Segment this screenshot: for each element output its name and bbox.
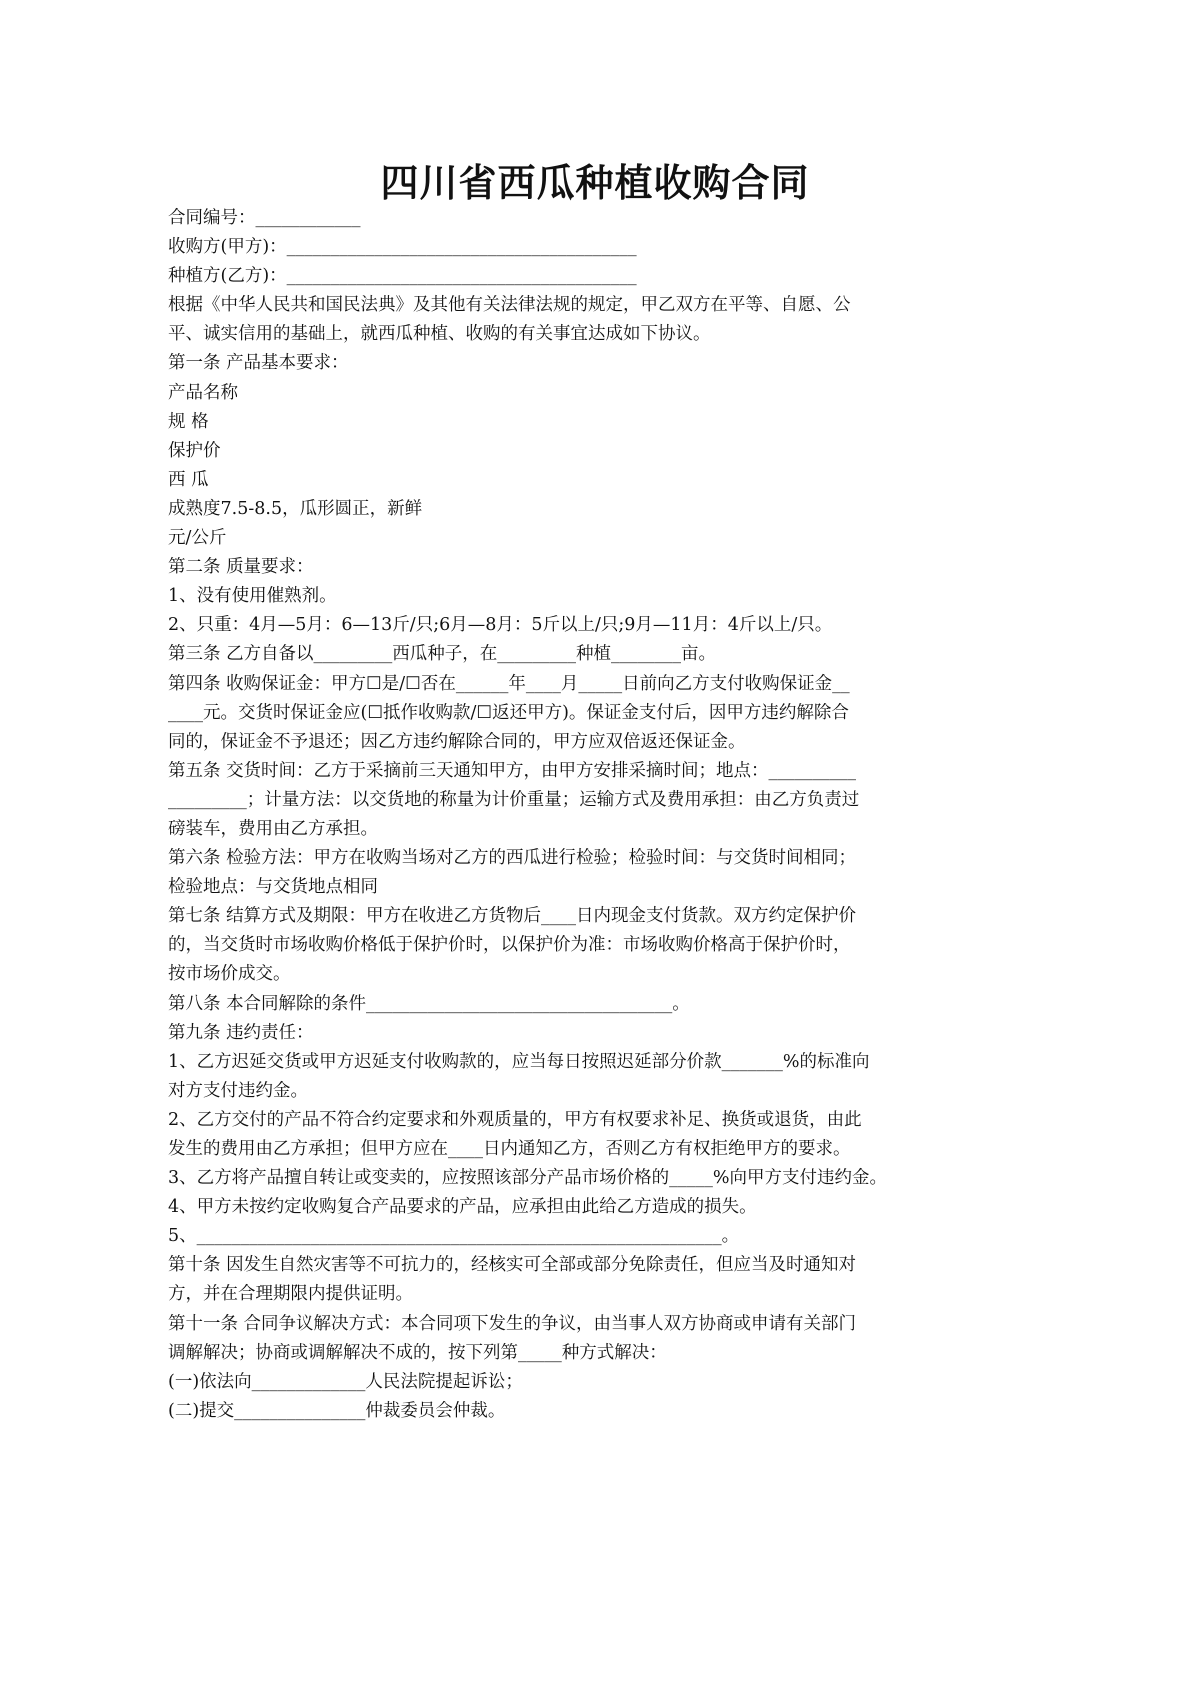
text-line: 调解解决；协商或调解解决不成的，按下列第_____种方式解决： [168, 1342, 667, 1363]
text-line: 第八条 本合同解除的条件___________________________________。 [168, 993, 690, 1014]
text-line: 同的，保证金不予退还；因乙方违约解除合同的，甲方应双倍返还保证金。 [168, 731, 746, 752]
text-line: 5、____________________________________________________________。 [168, 1226, 740, 1247]
text-line: 2、只重：4月—5月：6—13斤/只;6月—8月：5斤以上/只;9月—11月：4斤以上/只。 [168, 615, 833, 636]
text-line: 第一条 产品基本要求： [168, 353, 349, 374]
text-line: 1、没有使用催熟剂。 [168, 586, 337, 607]
text-line: 规 格 [168, 411, 209, 432]
text-line: 检验地点：与交货地点相同 [168, 877, 378, 898]
text-line: 第二条 质量要求： [168, 557, 314, 578]
text-line: 磅装车，费用由乙方承担。 [168, 818, 378, 839]
text-line: 的，当交货时市场收购价格低于保护价时，以保护价为准：市场收购价格高于保护价时， [168, 935, 851, 956]
document-title: 四川省西瓜种植收购合同 [380, 160, 810, 205]
text-line: 第五条 交货时间：乙方于采摘前三天通知甲方，由甲方安排采摘时间；地点：__________ [168, 760, 857, 781]
text-line: 成熟度7.5-8.5，瓜形圆正，新鲜 [168, 498, 423, 519]
text-line: 收购方(甲方)：________________________________________ [168, 237, 637, 258]
contract-body [168, 204, 958, 1426]
text-line: (一)依法向_____________人民法院提起诉讼； [168, 1371, 523, 1392]
text-line: 保护价 [168, 440, 221, 461]
text-line: 4、甲方未按约定收购复合产品要求的产品，应承担由此给乙方造成的损失。 [168, 1197, 757, 1218]
text-line: 合同编号：____________ [168, 208, 361, 228]
text-line: 方，并在合理期限内提供证明。 [168, 1284, 413, 1305]
text-line: 第九条 违约责任： [168, 1022, 314, 1043]
text-line: 2、乙方交付的产品不符合约定要求和外观质量的，甲方有权要求补足、换货或退货，由此 [168, 1109, 862, 1130]
text-line: 3、乙方将产品擅自转让或变卖的，应按照该部分产品市场价格的_____%向甲方支付违约金。 [168, 1168, 888, 1189]
text-line: 第十一条 合同争议解决方式：本合同项下发生的争议，由当事人双方协商或申请有关部门 [168, 1313, 857, 1334]
text-line: 第四条 收购保证金：甲方☐是/☐否在______年____月_____日前向乙方支付收购保证金__ [168, 673, 850, 694]
text-line: 平、诚实信用的基础上，就西瓜种植、收购的有关事宜达成如下协议。 [168, 324, 711, 345]
text-line: _________；计量方法：以交货地的称量为计价重量；运输方式及费用承担：由乙方负责过 [168, 789, 860, 810]
text-line: 西 瓜 [168, 469, 209, 490]
text-line: 第十条 因发生自然灾害等不可抗力的，经核实可全部或部分免除责任，但应当及时通知对 [168, 1255, 857, 1276]
text-line: 第六条 检验方法：甲方在收购当场对乙方的西瓜进行检验；检验时间：与交货时间相同； [168, 848, 857, 869]
text-line: (二)提交_______________仲裁委员会仲裁。 [168, 1400, 506, 1421]
text-line: 产品名称 [168, 382, 238, 403]
text-line: ____元。交货时保证金应(☐抵作收购款/☐返还甲方)。保证金支付后，因甲方违约解除合 [168, 702, 849, 723]
text-line: 元/公斤 [168, 528, 227, 549]
text-line: 对方支付违约金。 [168, 1080, 308, 1101]
text-line: 第七条 结算方式及期限：甲方在收进乙方货物后____日内现金支付货款。双方约定保护价 [168, 906, 857, 927]
text-line: 按市场价成交。 [168, 964, 291, 985]
text-line: 种植方(乙方)：________________________________________ [168, 266, 637, 287]
text-line: 根据《中华人民共和国民法典》及其他有关法律法规的规定，甲乙双方在平等、自愿、公 [168, 295, 851, 316]
text-line: 第三条 乙方自备以_________西瓜种子，在_________种植________亩。 [168, 644, 717, 665]
text-line: 1、乙方迟延交货或甲方迟延支付收购款的，应当每日按照迟延部分价款_______%的标准向 [168, 1051, 870, 1072]
text-line: 发生的费用由乙方承担；但甲方应在____日内通知乙方，否则乙方有权拒绝甲方的要求。 [168, 1139, 851, 1159]
